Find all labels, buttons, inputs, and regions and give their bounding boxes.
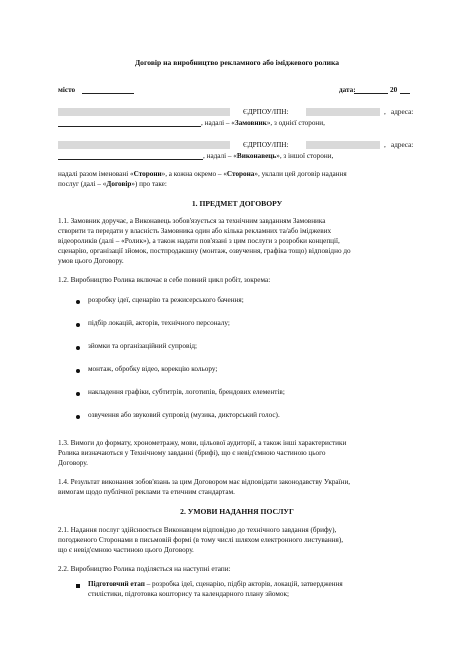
document-page: Договір на виробництво рекламного або іміджевого ролика місто дата: 20 ЄДРПОУ/ІПН: , адреса: , надалі – «Замовник», з однієї сторони, ЄДРПОУ/ІПН: , адреса: , надалі – «Виконавець», з іншої сторони, надалі разом іменовані «Сторони», а кожна окремо – «Сторона», уклали цей договір надання послуг (далі – «Договір») про таке: 1. ПРЕДМЕТ ДОГОВОРУ 1.1. Замовник доручає, а Виконавець зобов'язується за технічним завданням Замовника створити та передати у власність Замовника один або кілька рекламних та/або іміджевих відеороликів (далі – «Ролик»), а також надати пов'язані з цим послуги з розробки концепції, сценарію, організації зйомок, постпродакшну (монтаж, озвучення, графіка тощо) відповідно до умов цього Договору. 1.2. Виробництво Ролика включає в себе повний цикл робіт, зокрема: розробку ідеї, сценарію та режисерського бачення; підбір локацій, акторів, технічного персоналу; зйомки та організаційний супровід; монтаж, обробку відео, корекцію кольору; накладення графіки, субтитрів, логотипів, брендових елементів; озвучення або звуковий супровід (музика, дикторський голос). 1.3. Вимоги до формату, хронометражу, мови, цільової аудиторії, а також інші характеристики Ролика визначаються у Технічному завданні (брифі), що є невід'ємною частиною цього Договору. 1.4. Результат виконання зобов'язань за цим Договором має відповідати законодавству України, вимогам щодо публічної реклами та етичним стандартам. 2. УМОВИ НАДАННЯ ПОСЛУГ 2.1. Надання послуг здійснюється Виконавцем відповідно до технічного завдання (брифу), погодженого Сторонами в письмовій формі (в тому числі шляхом електронного листування), що є невід'ємною частиною цього Договору. 2.2. Виробництво Ролика поділяється на наступні етапи: Підготовчий етап – розробка ідеї, сценарію, підбір акторів, локацій, затвердження стилістики, підготовка кошторису та календарного плану зйомок; xyxy=(0,0,474,670)
s1-bullet-3: зйомки та організаційний супровід; xyxy=(88,342,198,350)
s2-p1-line2: погодженого Сторонами в письмовій формі (в тому числі шляхом електронного листування), xyxy=(58,536,344,544)
party2-role-text: , надалі – «Виконавець», з іншої сторони, xyxy=(203,152,334,160)
s1-bullet-4: монтаж, обробку відео, корекцію кольору; xyxy=(88,365,218,373)
date-input-line[interactable] xyxy=(354,93,388,94)
s1-p1-line5: умов цього Договору. xyxy=(58,257,124,265)
s1-p3-line3: Договору. xyxy=(58,459,88,467)
s1-p3-line2: Ролика визначаються у Технічному завданні (брифі), що є невід'ємною частиною цього xyxy=(58,449,326,457)
party2-role-name: Виконавець xyxy=(236,152,277,160)
intro-line-1: надалі разом іменовані «Сторони», а кожна окремо – «Сторона», уклали цей договір надання xyxy=(58,170,347,178)
party2-name-field[interactable] xyxy=(58,141,230,149)
party2-edrpou-field[interactable] xyxy=(306,141,380,149)
party2-address-label: адреса: xyxy=(391,141,414,149)
s2-p1-line1: 2.1. Надання послуг здійснюється Виконавцем відповідно до технічного завдання (брифу), xyxy=(58,526,337,534)
city-input-line[interactable] xyxy=(82,93,134,94)
year-prefix: 20 xyxy=(390,86,398,94)
bullet-icon xyxy=(76,415,80,419)
party1-name-field[interactable] xyxy=(58,108,230,116)
square-bullet-icon xyxy=(76,584,80,588)
s1-bullet-5: накладення графіки, субтитрів, логотипів, брендових елементів; xyxy=(88,388,285,396)
bullet-icon xyxy=(76,346,80,350)
date-label: дата: xyxy=(339,86,356,94)
s1-p4-line1: 1.4. Результат виконання зобов'язань за цим Договором має відповідати законодавству України, xyxy=(58,478,351,486)
party2-edrpou-label: ЄДРПОУ/ІПН: xyxy=(243,141,289,149)
s2-stage-1-line2: стилістики, підготовка кошторису та календарного плану зйомок; xyxy=(88,590,290,598)
s2-stage-1-line1: Підготовчий етап – розробка ідеї, сценарію, підбір акторів, локацій, затвердження xyxy=(88,580,343,588)
party1-address-label: адреса: xyxy=(391,108,414,116)
s1-p3-line1: 1.3. Вимоги до формату, хронометражу, мови, цільової аудиторії, а також інші характеристики xyxy=(58,439,347,447)
city-label: місто xyxy=(58,86,76,94)
bullet-icon xyxy=(76,300,80,304)
s1-p2: 1.2. Виробництво Ролика включає в себе повний цикл робіт, зокрема: xyxy=(58,276,271,284)
party1-address-line[interactable] xyxy=(58,126,201,127)
s1-p4-line2: вимогам щодо публічної реклами та етичним стандартам. xyxy=(58,488,235,496)
s1-bullet-1: розробку ідеї, сценарію та режисерського бачення; xyxy=(88,296,244,304)
s1-p1-line4: сценарію, організації зйомок, постпродакшну (монтаж, озвучення, графіка тощо) відповідно до xyxy=(58,247,351,255)
s1-p1-line3: відеороликів (далі – «Ролик»), а також надати пов'язані з цим послуги з розробки концепції, xyxy=(58,237,340,245)
year-input-line[interactable] xyxy=(400,93,410,94)
s1-bullet-6: озвучення або звуковий супровід (музика, дикторський голос). xyxy=(88,411,280,419)
s2-p1-line3: що є невід'ємною частиною цього Договору. xyxy=(58,546,194,554)
party2-address-line[interactable] xyxy=(58,159,203,160)
party1-role-text: , надалі – «Замовник», з однієї сторони, xyxy=(201,119,325,127)
s1-bullet-2: підбір локацій, акторів, технічного персоналу; xyxy=(88,319,230,327)
party1-role-name: Замовник xyxy=(234,119,267,127)
section2-heading: 2. УМОВИ НАДАННЯ ПОСЛУГ xyxy=(180,507,294,516)
party1-edrpou-field[interactable] xyxy=(306,108,380,116)
bullet-icon xyxy=(76,323,80,327)
section1-heading: 1. ПРЕДМЕТ ДОГОВОРУ xyxy=(191,199,283,208)
s1-p1-line1: 1.1. Замовник доручає, а Виконавець зобов'язується за технічним завданням Замовника xyxy=(58,217,326,225)
intro-line-2: послуг (далі – «Договір») про таке: xyxy=(58,180,167,188)
bullet-icon xyxy=(76,369,80,373)
s2-p2: 2.2. Виробництво Ролика поділяється на наступні етапи: xyxy=(58,565,231,573)
bullet-icon xyxy=(76,392,80,396)
s1-p1-line2: створити та передати у власність Замовника один або кілька рекламних та/або іміджевих xyxy=(58,227,332,235)
party1-edrpou-label: ЄДРПОУ/ІПН: xyxy=(243,108,289,116)
document-title: Договір на виробництво рекламного або іміджевого ролика xyxy=(134,58,340,67)
